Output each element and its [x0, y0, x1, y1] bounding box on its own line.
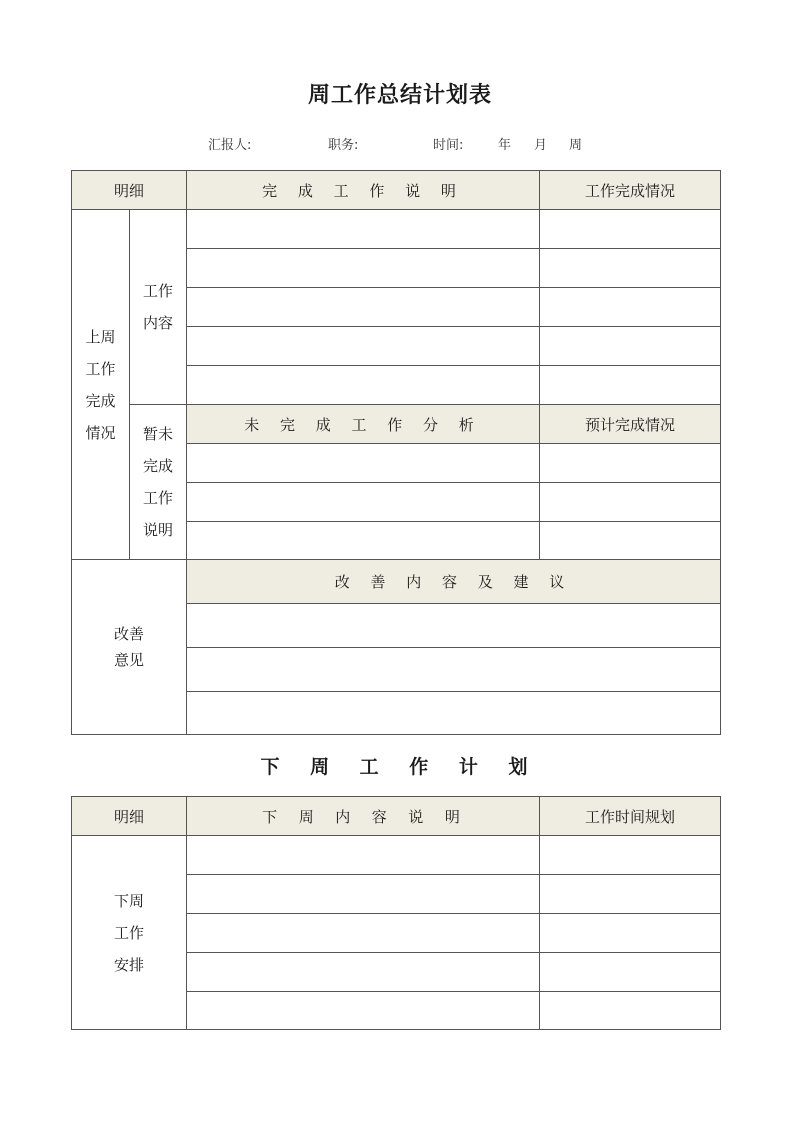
header-expected-completion: 预计完成情况: [540, 405, 721, 444]
month-label: 月: [534, 138, 548, 153]
header-unfinished-analysis: 未 完 成 工 作 分 析: [187, 405, 540, 444]
summary-table: [71, 170, 721, 735]
analysis-cell[interactable]: [187, 483, 540, 522]
week-label: 周: [569, 138, 583, 153]
unfinished-header-row: [72, 405, 721, 444]
plan-time-cell[interactable]: [540, 992, 721, 1030]
work-status-cell[interactable]: [540, 366, 721, 405]
work-status-cell[interactable]: [540, 210, 721, 249]
unfinished-work-label: 暂未 完成 工作 说明: [130, 405, 187, 560]
expected-cell[interactable]: [540, 522, 721, 560]
expected-cell[interactable]: [540, 483, 721, 522]
position-label: 职务:: [328, 138, 359, 153]
time-label: 时间:: [433, 138, 464, 153]
year-label: 年: [498, 138, 512, 153]
plan-desc-cell[interactable]: [187, 836, 540, 875]
work-status-cell[interactable]: [540, 288, 721, 327]
work-desc-cell[interactable]: [187, 327, 540, 366]
table-row: [72, 836, 721, 875]
expected-cell[interactable]: [540, 444, 721, 483]
work-desc-cell[interactable]: [187, 366, 540, 405]
analysis-cell[interactable]: [187, 522, 540, 560]
improve-cell[interactable]: [187, 604, 721, 648]
plan-desc-cell[interactable]: [187, 914, 540, 953]
plan-time-cell[interactable]: [540, 875, 721, 914]
header-completion-status: 工作完成情况: [540, 171, 721, 210]
header-next-week-content: 下 周 内 容 说 明: [187, 797, 540, 836]
work-status-cell[interactable]: [540, 249, 721, 288]
work-status-cell[interactable]: [540, 327, 721, 366]
header-detail: 明细: [72, 171, 187, 210]
plan-table: [71, 796, 721, 1030]
table-header-row: [72, 171, 721, 210]
plan-desc-cell[interactable]: [187, 992, 540, 1030]
table-row: [72, 210, 721, 249]
next-week-title: 下 周 工 作 计 划: [260, 756, 540, 778]
reporter-label: 汇报人:: [208, 138, 252, 153]
work-desc-cell[interactable]: [187, 249, 540, 288]
table-header-row: [72, 797, 721, 836]
header-time-plan: 工作时间规划: [540, 797, 721, 836]
plan-time-cell[interactable]: [540, 914, 721, 953]
improve-header-row: [72, 560, 721, 604]
plan-time-cell[interactable]: [540, 953, 721, 992]
plan-desc-cell[interactable]: [187, 875, 540, 914]
work-content-label: 工作 内容: [130, 210, 187, 405]
work-desc-cell[interactable]: [187, 210, 540, 249]
improve-label: 改善 意见: [72, 560, 187, 735]
next-week-section-label: 下周 工作 安排: [72, 836, 187, 1030]
analysis-cell[interactable]: [187, 444, 540, 483]
header-completed-work: 完 成 工 作 说 明: [187, 171, 540, 210]
header-detail: 明细: [72, 797, 187, 836]
plan-time-cell[interactable]: [540, 836, 721, 875]
plan-desc-cell[interactable]: [187, 953, 540, 992]
page-title: 周工作总结计划表: [307, 83, 492, 108]
header-improvement: 改 善 内 容 及 建 议: [187, 560, 721, 604]
last-week-section-label: 上周 工作 完成 情况: [72, 210, 130, 560]
improve-cell[interactable]: [187, 648, 721, 692]
work-desc-cell[interactable]: [187, 288, 540, 327]
improve-cell[interactable]: [187, 692, 721, 735]
